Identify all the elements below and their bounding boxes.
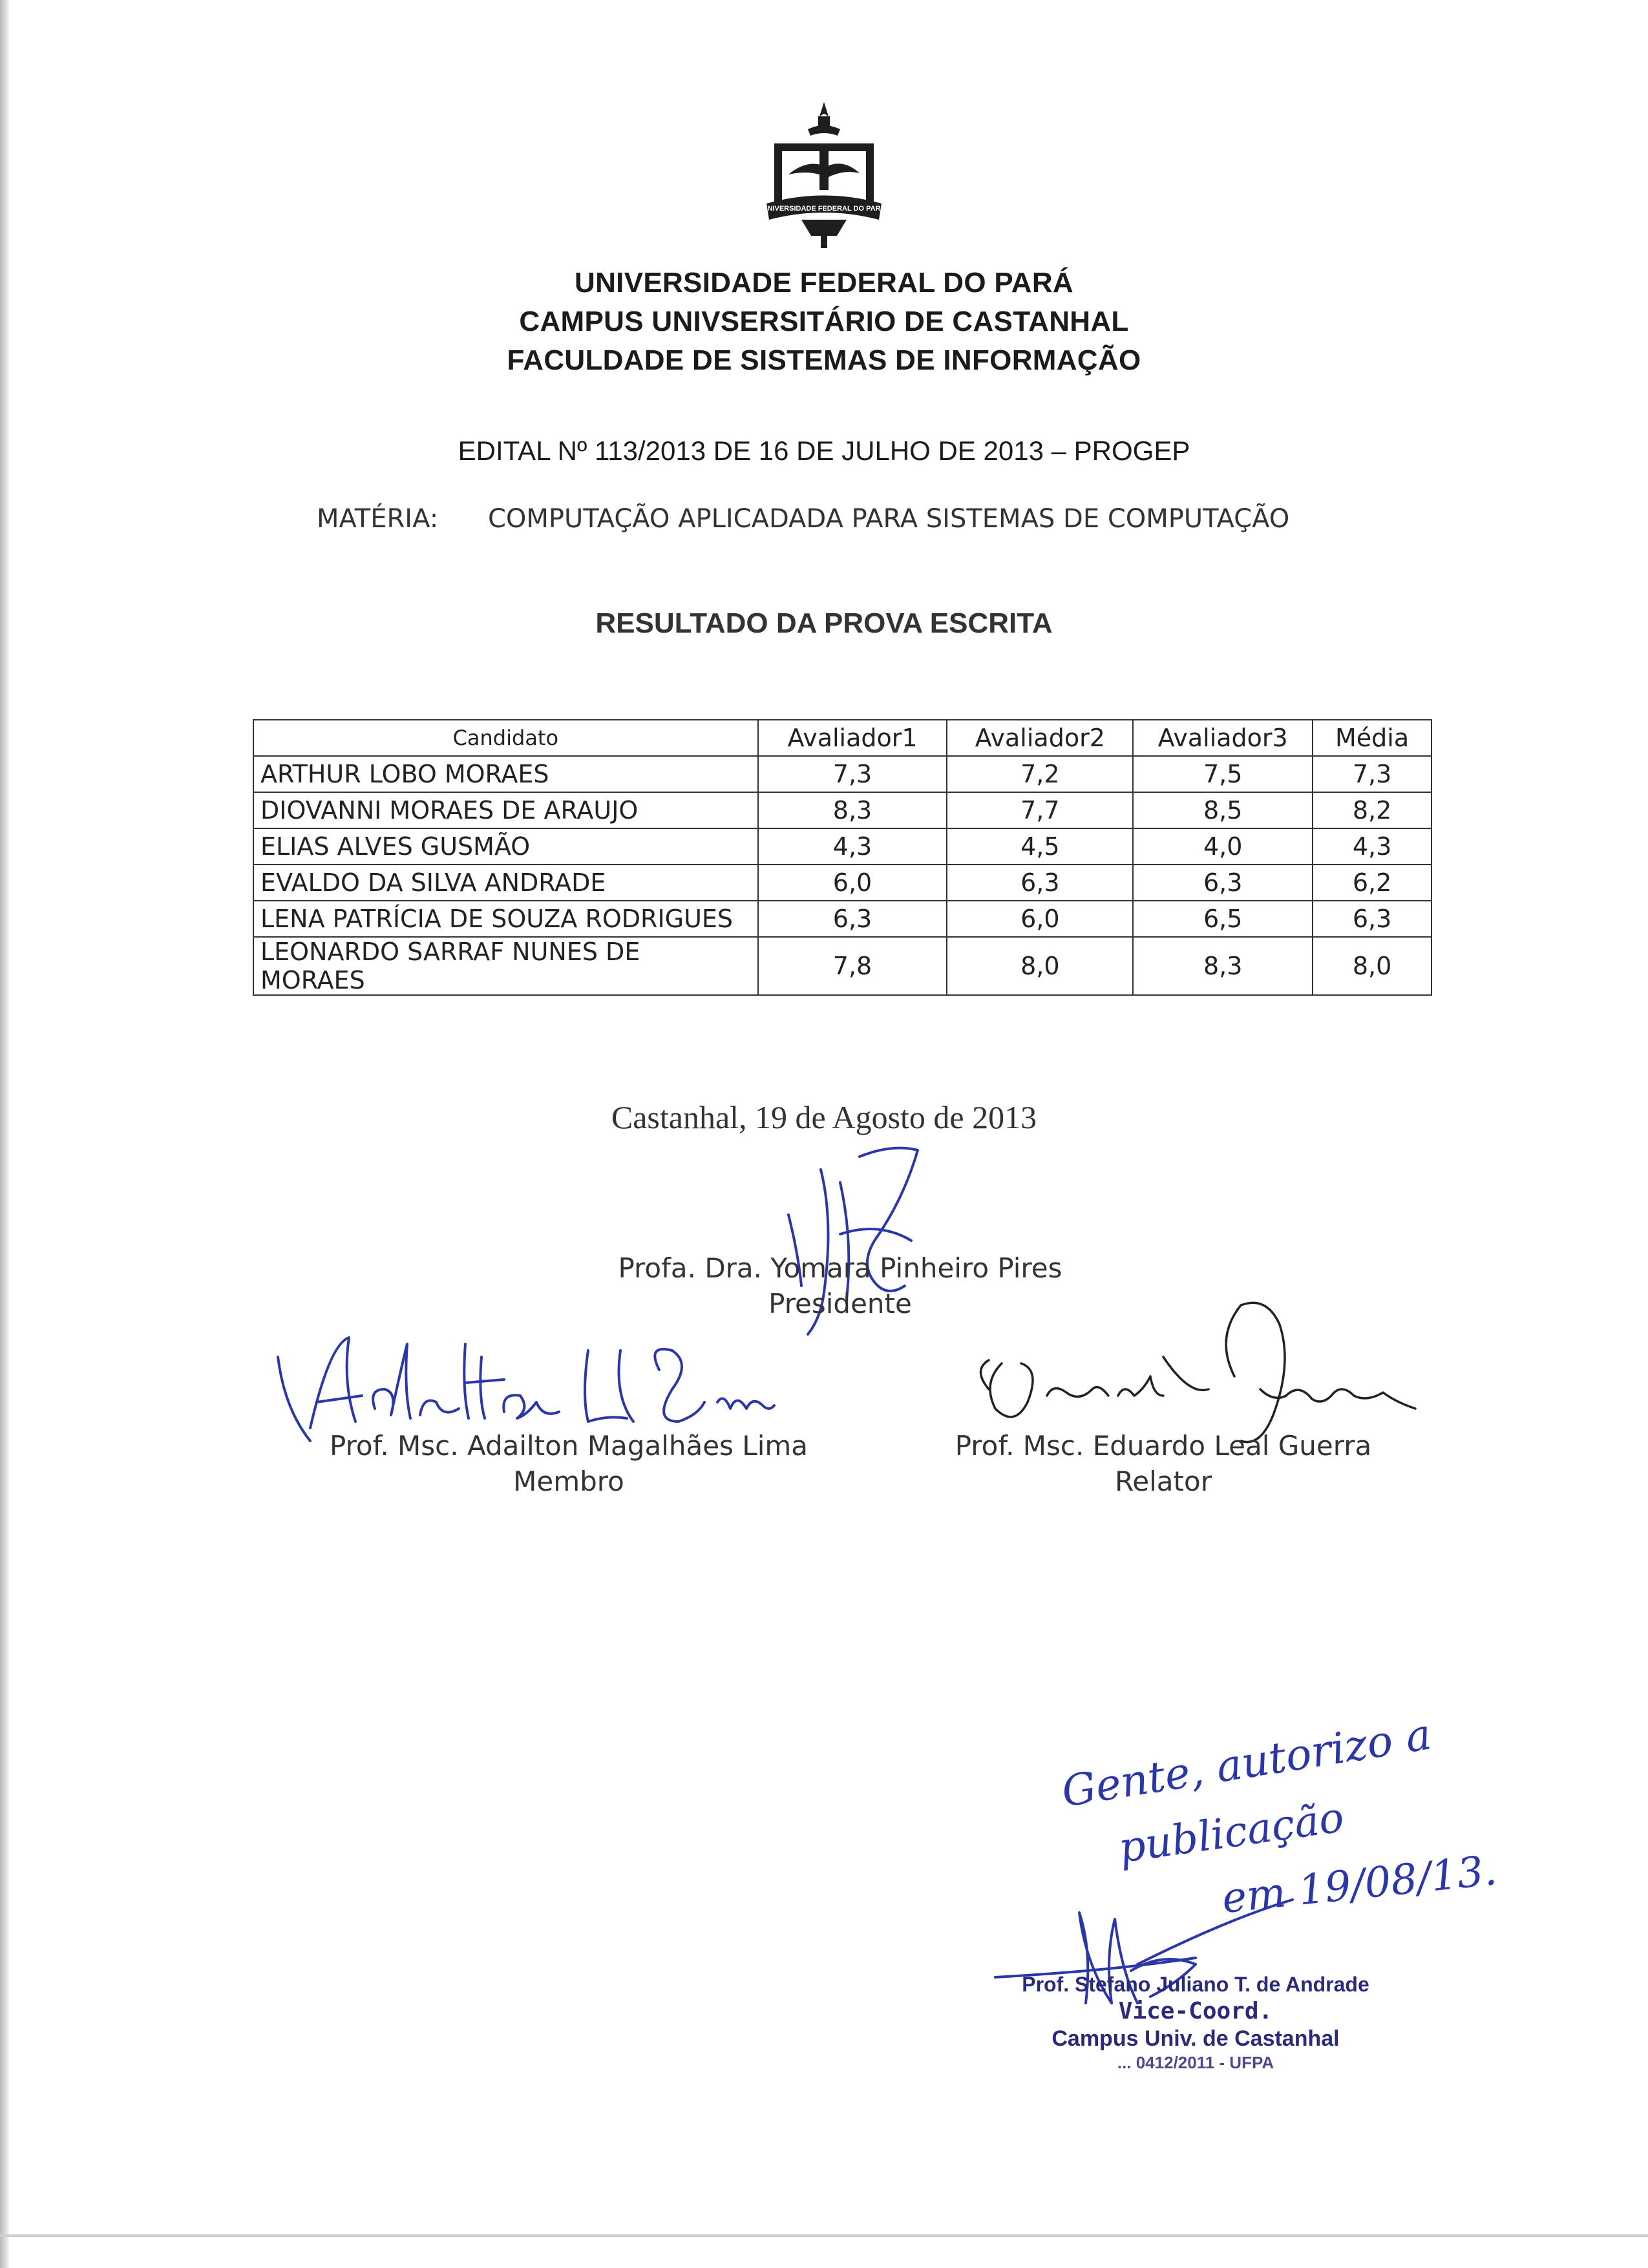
edital-line: EDITAL Nº 113/2013 DE 16 DE JULHO DE 2013 – PROGEP — [458, 436, 1190, 466]
score-avaliador1: 8,3 — [758, 792, 947, 828]
candidate-name: ARTHUR LOBO MORAES — [253, 756, 758, 792]
candidate-name: LEONARDO SARRAF NUNES DE MORAES — [253, 937, 758, 995]
score-media: 6,3 — [1313, 901, 1431, 937]
score-avaliador3: 8,3 — [1133, 937, 1313, 995]
score-avaliador3: 4,0 — [1133, 828, 1313, 865]
score-avaliador1: 7,3 — [758, 756, 947, 792]
score-avaliador2: 6,0 — [947, 901, 1133, 937]
score-avaliador1: 6,3 — [758, 901, 947, 937]
president-name: Profa. Dra. Yomara Pinheiro Pires — [618, 1252, 1062, 1284]
candidate-name: ELIAS ALVES GUSMÃO — [253, 828, 758, 865]
header-avaliador2: Avaliador2 — [947, 720, 1133, 756]
candidate-name: EVALDO DA SILVA ANDRADE — [253, 865, 758, 901]
note-line-3: em 19/08/13. — [1220, 1846, 1499, 1924]
score-avaliador2: 7,2 — [947, 756, 1133, 792]
score-media: 6,2 — [1313, 865, 1431, 901]
table-header-row — [253, 720, 1431, 756]
score-avaliador2: 8,0 — [947, 937, 1133, 995]
reporter-role: Relator — [1115, 1465, 1212, 1497]
candidate-name: DIOVANNI MORAES DE ARAUJO — [253, 792, 758, 828]
note-line-1: Gente, autorizo a — [1058, 1709, 1435, 1817]
member-name: Prof. Msc. Adailton Magalhães Lima — [329, 1430, 808, 1462]
stamp-line-3: Campus Univ. de Castanhal — [1051, 2026, 1340, 2051]
table-row — [253, 792, 1431, 828]
score-avaliador1: 6,0 — [758, 865, 947, 901]
table-row — [253, 937, 1431, 995]
president-role: Presidente — [768, 1288, 912, 1319]
header-candidato: Candidato — [253, 720, 758, 756]
score-avaliador3: 8,5 — [1133, 792, 1313, 828]
score-avaliador3: 7,5 — [1133, 756, 1313, 792]
table-row — [253, 865, 1431, 901]
stamp-line-1: Prof. Stefano Juliano T. de Andrade — [1022, 1973, 1369, 1996]
header-avaliador1: Avaliador1 — [758, 720, 947, 756]
faculty-name: FACULDADE DE SISTEMAS DE INFORMAÇÃO — [507, 344, 1141, 376]
score-media: 4,3 — [1313, 828, 1431, 865]
stamp-line-2: Vice-Coord. — [1118, 1998, 1273, 2024]
score-avaliador2: 7,7 — [947, 792, 1133, 828]
result-title: RESULTADO DA PROVA ESCRITA — [595, 607, 1053, 639]
table-row — [253, 756, 1431, 792]
score-media: 8,0 — [1313, 937, 1431, 995]
candidate-name: LENA PATRÍCIA DE SOUZA RODRIGUES — [253, 901, 758, 937]
score-media: 8,2 — [1313, 792, 1431, 828]
campus-name: CAMPUS UNIVSERSITÁRIO DE CASTANHAL — [519, 306, 1129, 337]
table-row — [253, 828, 1431, 865]
university-crest — [763, 97, 885, 252]
materia-value: COMPUTAÇÃO APLICADADA PARA SISTEMAS DE COMPUTAÇÃO — [488, 504, 1290, 534]
university-name: UNIVERSIDADE FEDERAL DO PARÁ — [575, 267, 1073, 299]
member-role: Membro — [513, 1465, 624, 1497]
score-avaliador3: 6,3 — [1133, 865, 1313, 901]
header-avaliador3: Avaliador3 — [1133, 720, 1313, 756]
score-avaliador3: 6,5 — [1133, 901, 1313, 937]
header-media: Média — [1313, 720, 1431, 756]
place-date: Castanhal, 19 de Agosto de 2013 — [611, 1099, 1037, 1135]
score-avaliador1: 4,3 — [758, 828, 947, 865]
score-media: 7,3 — [1313, 756, 1431, 792]
scan-bottom-line — [0, 2234, 1648, 2237]
coordinator-stamp — [1015, 1971, 1377, 2073]
score-avaliador2: 4,5 — [947, 828, 1133, 865]
note-line-2: publicação — [1115, 1793, 1347, 1873]
score-avaliador1: 7,8 — [758, 937, 947, 995]
stamp-line-4: ... 0412/2011 - UFPA — [1117, 2053, 1274, 2072]
score-avaliador2: 6,3 — [947, 865, 1133, 901]
logo-ribbon-text: UNIVERSIDADE FEDERAL DO PARÁ — [763, 205, 885, 213]
materia-label: MATÉRIA: — [317, 504, 439, 534]
table-row — [253, 901, 1431, 937]
results-table — [253, 719, 1432, 996]
reporter-name: Prof. Msc. Eduardo Leal Guerra — [955, 1430, 1372, 1462]
